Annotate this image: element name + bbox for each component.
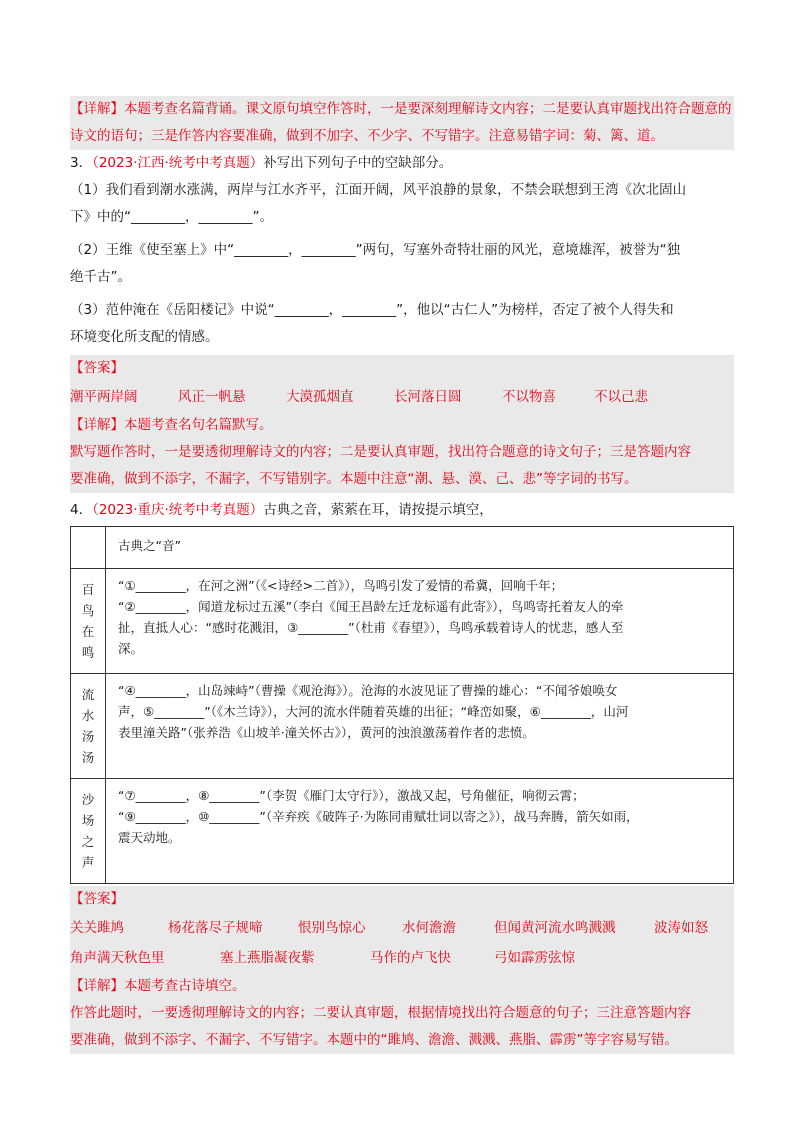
row-content (106, 779, 734, 884)
poem-table (70, 526, 734, 884)
row-heading (71, 674, 106, 779)
table-header-row (71, 527, 734, 569)
question-source: （2023·江西·统考中考真题） (92, 155, 264, 171)
answer-item: 角声满天秋色里 (70, 950, 165, 966)
row-line: “④________，山岛竦峙”（曹操《观沧海》）。沧海的水波见证了曹操的雄心：“不闻爷娘唤女 (118, 683, 618, 698)
question-3-title (70, 150, 734, 177)
table-row (71, 779, 734, 884)
explanation-body: 本题考查古诗填空。 (124, 978, 246, 994)
row-content (106, 569, 734, 674)
q3-item2-line2: 绝千古”。 (70, 269, 131, 285)
q3-item1-line2: 下》中的“________，________”。 (70, 209, 273, 225)
explanation-label: 【详解】 (70, 978, 124, 994)
row-line: “⑨________，⑩________”（辛弃疾《破阵子·为陈同甫赋壮词以寄之》），战马奔腾，箭矢如雨， (118, 809, 639, 824)
row-line: “②________，闻道龙标过五溪”（李白《闻王昌龄左迁龙标遥有此寄》），鸟鸣寄托着友人的牵 (118, 599, 624, 614)
explanation-head (70, 973, 734, 1000)
row-heading (71, 569, 106, 674)
row-heading-text: 百鸟在鸣 (81, 582, 95, 660)
explanation-line: 要准确，做到不添字，不漏字，不写错别字。本题中注意“潮、悬、漠、己、悲”等字词的书写。 (70, 471, 638, 487)
answer-item: 长河落日圆 (394, 389, 462, 405)
explanation-line: 作答此题时，一要透彻理解诗文的内容；二要认真审题，根据情境找出符合题意的句子；三注意答题内容 (70, 1005, 691, 1021)
answer-item: 大漠孤烟直 (286, 389, 354, 405)
table-corner (71, 527, 106, 569)
row-line: 深。 (118, 641, 144, 656)
answer-label: 【答案】 (70, 891, 124, 907)
q3-item1-line1: （1）我们看到潮水涨满，两岸与江水齐平，江面开阔，风平浪静的景象，不禁会联想到王湾《次北固山 (70, 182, 687, 198)
answer-block-4 (70, 886, 734, 1054)
row-line: 声，⑤________”（《木兰诗》），大河的流水伴随着英雄的出征；“峰峦如聚，⑥________，山河 (118, 704, 629, 719)
row-heading (71, 779, 106, 884)
question-4-title (70, 497, 734, 524)
table-row (71, 674, 734, 779)
answer-label: 【答案】 (70, 360, 124, 376)
answer-row (70, 382, 734, 412)
table-row (71, 569, 734, 674)
question-number: 4． (70, 502, 93, 518)
row-line: “⑦________，⑧________”（李贺《雁门太守行》），激战又起，号角催征，响彻云霄； (118, 788, 585, 803)
answer-item: 不以物喜 (502, 389, 556, 405)
explanation-line: 默写题作答时，一是要透彻理解诗文的内容；二是要认真审题，找出符合题意的诗文句子；三是答题内容 (70, 444, 691, 460)
page (70, 96, 734, 1054)
answer-block-3 (70, 355, 734, 493)
answer-item: 潮平两岸阔 (70, 389, 138, 405)
row-content (106, 674, 734, 779)
answer-item: 波涛如怒 (654, 920, 708, 936)
question-source: （2023·重庆·统考中考真题） (92, 502, 264, 518)
question-number: 3． (70, 155, 93, 171)
explanation-label: 【详解】 (70, 417, 124, 433)
explanation-text (70, 96, 734, 150)
answer-item: 弓如霹雳弦惊 (494, 950, 575, 966)
q3-item3-line1: （3）范仲淹在《岳阳楼记》中说“________，________”，他以“古仁人”为榜样，否定了被个人得失和 (70, 302, 674, 318)
answer-row (70, 913, 734, 943)
explanation-body: 本题考查名篇背诵。课文原句填空作答时，一是要深刻理解诗文内容；二是要认真审题找出符合题意的诗文的语句；三是作答内容要准确，做到不加字、不少字、不写错字。注意易错字词：菊、篱、道。 (70, 101, 732, 144)
question-prompt: 补写出下列句子中的空缺部分。 (263, 155, 453, 171)
answer-item: 水何澹澹 (402, 920, 456, 936)
row-line: 扯，直抵人心：“感时花溅泪，③________”（杜甫《春望》），鸟鸣承载着诗人的忧悲，感人至 (118, 620, 624, 635)
answer-item: 恨别鸟惊心 (298, 920, 366, 936)
row-line: 震天动地。 (118, 830, 181, 845)
q3-item2-line1: （2）王维《使至塞上》中“________，________”两句，写塞外奇特壮丽的风光，意境雄浑，被誉为“独 (70, 242, 681, 258)
explanation-body: 本题考查名句名篇默写。 (124, 417, 273, 433)
answer-item: 但闻黄河流水鸣溅溅 (494, 920, 616, 936)
answer-item: 杨花落尽子规啼 (168, 920, 263, 936)
question-prompt: 古典之音，萦萦在耳，请按提示填空， (263, 502, 493, 518)
row-line: 表里潼关路”（张养浩《山坡羊·潼关怀古》），黄河的浊浪激荡着作者的悲愤。 (118, 725, 535, 740)
table-header: 古典之“音” (106, 527, 734, 569)
answer-item: 关关雎鸠 (70, 920, 124, 936)
row-line: “①________，在河之洲”（《<诗经>二首》），鸟鸣引发了爱情的希冀，回响千年； (118, 578, 564, 593)
explanation-label: 【详解】 (70, 101, 124, 117)
explanation-line: 要准确，做到不添字、不漏字、不写错字。本题中的“雎鸠、澹澹、溅溅、燕脂、霹雳”等字容易写错。 (70, 1032, 678, 1048)
explanation-block-2 (70, 96, 734, 150)
row-heading-text: 沙场之声 (81, 792, 95, 870)
q3-item3-line2: 环境变化所支配的情感。 (70, 329, 219, 345)
answer-row (70, 943, 734, 973)
answer-item: 不以己悲 (594, 389, 648, 405)
answer-item: 风正一帆悬 (178, 389, 246, 405)
answer-item: 塞上燕脂凝夜紫 (220, 950, 315, 966)
explanation-head (70, 412, 734, 439)
row-heading-text: 流水汤汤 (81, 687, 95, 765)
answer-item: 马作的卢飞快 (370, 950, 451, 966)
